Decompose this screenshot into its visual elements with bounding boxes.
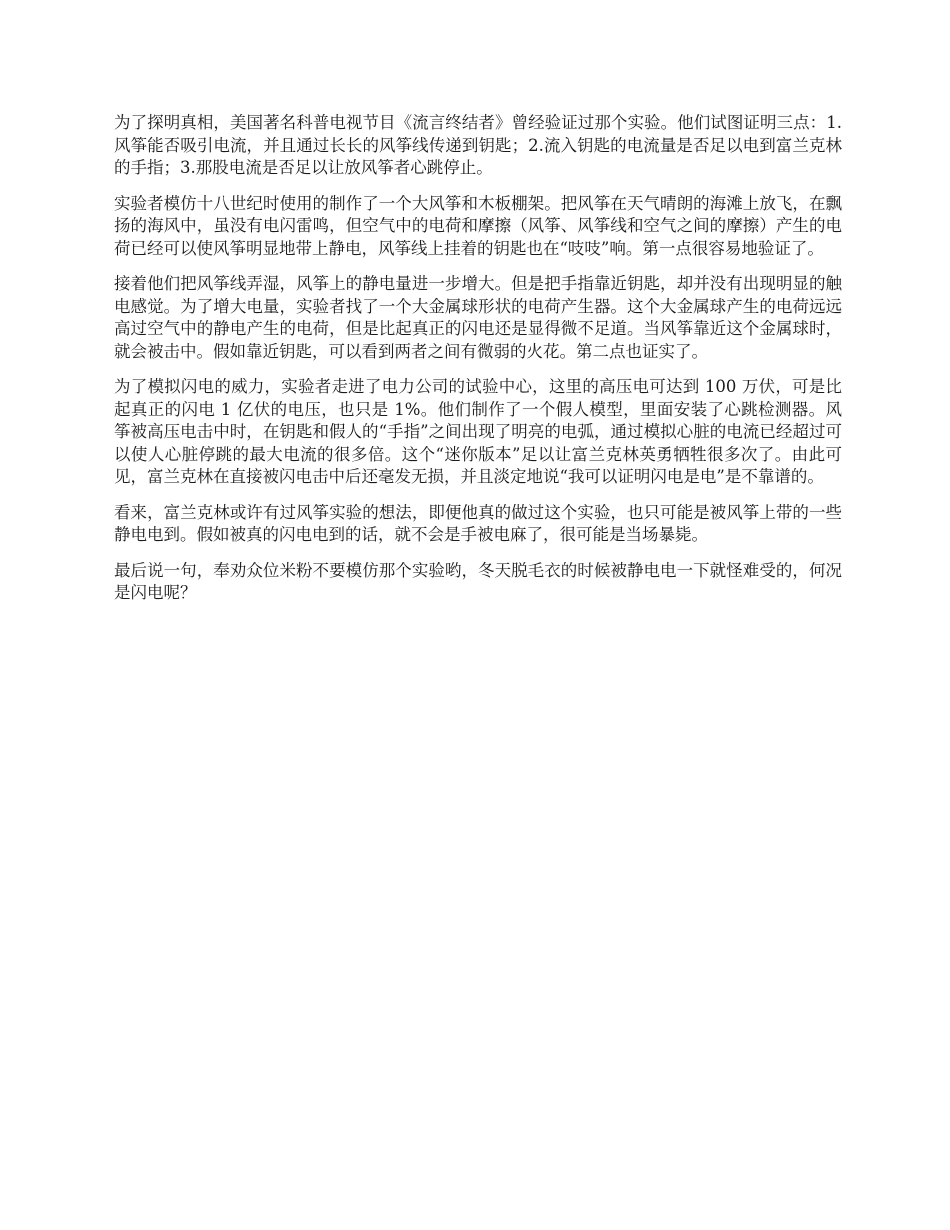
paragraph-4: 为了模拟闪电的威力，实验者走进了电力公司的试验中心，这里的高压电可达到 100 万伏，可是比起真正的闪电 1 亿伏的电压，也只是 1%。他们制作了一个假人模型，里面安装了心跳检测器。风筝被高压电击中时，在钥匙和假人的“手指”之间出现了明亮的电弧，通过模拟心脏的电流已经超过可以使人心脏停跳的最大电流的很多倍。这个“迷你版本”足以让富兰克林英勇牺牲很多次了。由此可见，富兰克林在直接被闪电击中后还毫发无损，并且淡定地说“我可以证明闪电是电”是不靠谱的。 (114, 377, 842, 486)
paragraph-6: 最后说一句，奉劝众位米粉不要模仿那个实验哟，冬天脱毛衣的时候被静电电一下就怪难受的，何况是闪电呢？ (114, 560, 842, 602)
paragraph-3: 接着他们把风筝线弄湿，风筝上的静电量进一步增大。但是把手指靠近钥匙，却并没有出现明显的触电感觉。为了增大电量，实验者找了一个大金属球形状的电荷产生器。这个大金属球产生的电荷远远高过空气中的静电产生的电荷，但是比起真正的闪电还是显得微不足道。当风筝靠近这个金属球时，就会被击中。假如靠近钥匙，可以看到两者之间有微弱的火花。第二点也证实了。 (114, 274, 842, 361)
article-body (114, 112, 842, 618)
paragraph-1: 为了探明真相，美国著名科普电视节目《流言终结者》曾经验证过那个实验。他们试图证明三点：1.风筝能否吸引电流，并且通过长长的风筝线传递到钥匙；2.流入钥匙的电流量是否足以电到富兰克林的手指；3.那股电流是否足以让放风筝者心跳停止。 (114, 113, 842, 177)
paragraph-5: 看来，富兰克林或许有过风筝实验的想法，即便他真的做过这个实验，也只可能是被风筝上带的一些静电电到。假如被真的闪电电到的话，就不会是手被电麻了，很可能是当场暴毙。 (114, 502, 842, 544)
paragraph-2: 实验者模仿十八世纪时使用的制作了一个大风筝和木板棚架。把风筝在天气晴朗的海滩上放飞，在飘扬的海风中，虽没有电闪雷鸣，但空气中的电荷和摩擦（风筝、风筝线和空气之间的摩擦）产生的电荷已经可以使风筝明显地带上静电，风筝线上挂着的钥匙也在“吱吱”响。第一点很容易地验证了。 (114, 193, 842, 258)
